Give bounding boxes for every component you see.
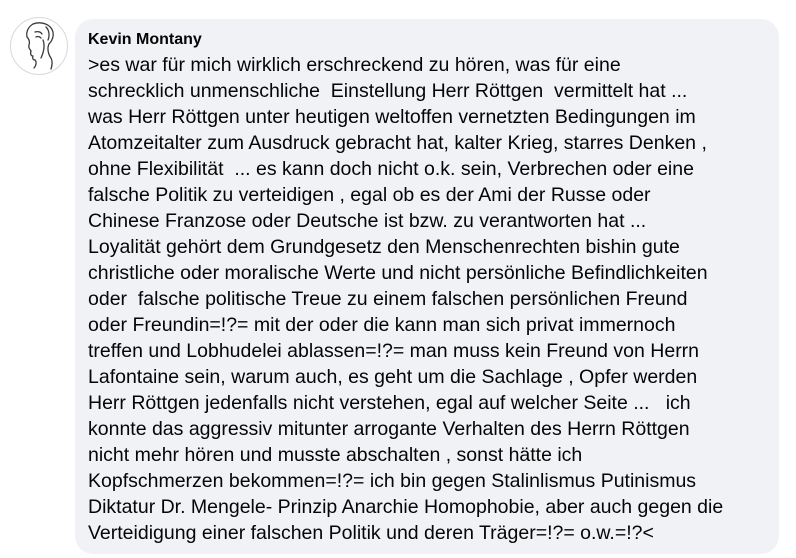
comment-line: christliche oder moralische Werte und nicht persönliche Befindlichkeiten [88, 262, 708, 284]
comment-line: Verteidigung einer falschen Politik und deren Träger=!?= o.w.=!?< [88, 522, 654, 544]
comment-line: oder falsche politische Treue zu einem falschen persönlichen Freund [88, 288, 688, 310]
comment-line: Diktatur Dr. Mengele- Prinzip Anarchie Homophobie, aber auch gegen die [88, 496, 724, 518]
avatar[interactable] [10, 17, 68, 75]
comment-line: was Herr Röttgen unter heutigen weltoffen vernetzten Bedingungen im [88, 106, 696, 128]
comment-line: Kopfschmerzen bekommen=!?= ich bin gegen Stalinlismus Putinismus [88, 470, 697, 492]
comment-line: oder Freundin=!?= mit der oder die kann man sich privat immernoch [88, 314, 676, 336]
comment-line: >es war für mich wirklich erschreckend zu hören, was für eine [88, 54, 621, 76]
comment-line: ohne Flexibilität ... es kann doch nicht o.k. sein, Verbrechen oder eine [88, 158, 694, 180]
comment-author-name[interactable]: Kevin Montany [88, 31, 202, 48]
comment-line: konnte das aggressiv mitunter arrogante Verhalten des Herrn Röttgen [88, 418, 690, 440]
comment-line: Herr Röttgen jedenfalls nicht verstehen, egal auf welcher Seite ... ich [88, 392, 691, 414]
comment-line: Lafontaine sein, warum auch, es geht um die Sachlage , Opfer werden [88, 366, 698, 388]
comment-line: Atomzeitalter zum Ausdruck gebracht hat, kalter Krieg, starres Denken , [88, 132, 707, 154]
comment-line: Chinese Franzose oder Deutsche ist bzw. zu verantworten hat ... [88, 210, 647, 232]
comment-line: treffen und Lobhudelei ablassen=!?= man muss kein Freund von Herrn [88, 340, 700, 362]
comment-line: nicht mehr hören und musste abschalten , sonst hätte ich [88, 444, 583, 466]
comment-line: falsche Politik zu verteidigen , egal ob es der Ami der Russe oder [88, 184, 651, 206]
comment-line: schrecklich unmenschliche Einstellung Herr Röttgen vermittelt hat ... [88, 80, 688, 102]
comment-bubble [75, 19, 779, 554]
sketch-face-avatar-icon [11, 18, 67, 74]
comment-line: Loyalität gehört dem Grundgesetz den Menschenrechten bishin gute [88, 236, 680, 258]
comment-body [88, 52, 769, 546]
